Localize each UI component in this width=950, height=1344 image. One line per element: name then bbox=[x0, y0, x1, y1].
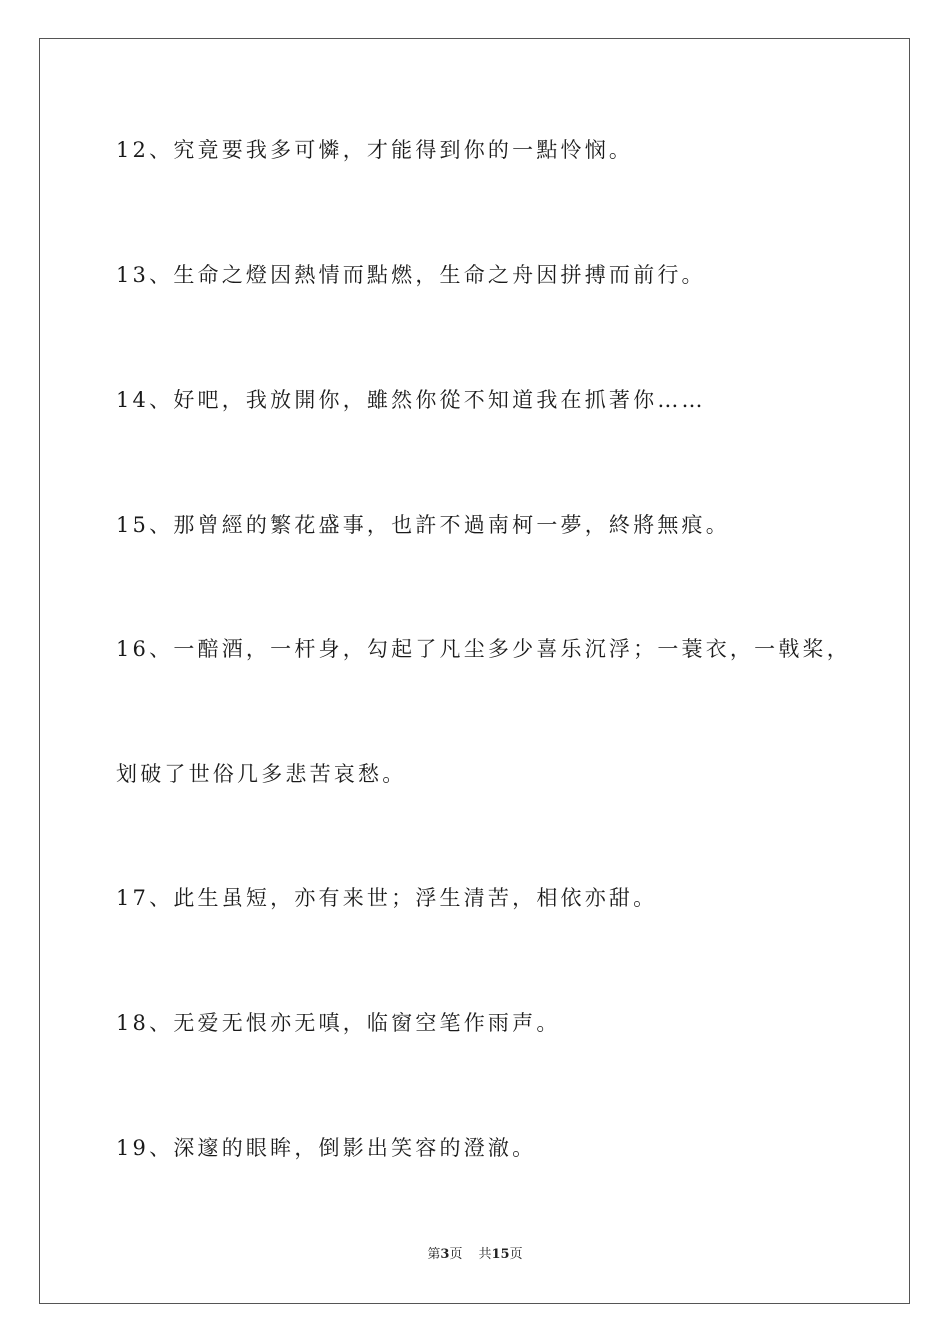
total-pages: 15 bbox=[491, 1247, 510, 1262]
text-line-18: 18、无爱无恨亦无嗔，临窗空笔作雨声。 bbox=[116, 1011, 561, 1035]
page-number: 3 bbox=[440, 1247, 450, 1262]
text-line-17: 17、此生虽短，亦有来世；浮生清苦，相依亦甜。 bbox=[116, 886, 658, 910]
text-line-16: 16、一醅酒，一杆身，勾起了凡尘多少喜乐沉浮；一蓑衣，一戟桨， bbox=[116, 637, 851, 661]
text-line-16-continued: 划破了世俗几多悲苦哀愁。 bbox=[116, 762, 407, 786]
text-line-14: 14、好吧，我放開你，雖然你從不知道我在抓著你…… bbox=[116, 388, 706, 412]
text-line-12: 12、究竟要我多可憐，才能得到你的一點怜悯。 bbox=[116, 138, 634, 162]
total-suffix: 页 bbox=[509, 1247, 523, 1262]
total-prefix: 共 bbox=[478, 1247, 492, 1262]
text-line-19: 19、深邃的眼眸，倒影出笑容的澄澈。 bbox=[116, 1136, 537, 1160]
text-line-13: 13、生命之燈因熱情而點燃，生命之舟因拼搏而前行。 bbox=[116, 263, 706, 287]
page-suffix: 页 bbox=[449, 1247, 463, 1262]
page-frame bbox=[39, 38, 910, 1304]
page-footer bbox=[0, 1246, 950, 1264]
page-prefix: 第 bbox=[427, 1247, 441, 1262]
text-line-15: 15、那曾經的繁花盛事，也許不過南柯一夢，終將無痕。 bbox=[116, 513, 730, 537]
